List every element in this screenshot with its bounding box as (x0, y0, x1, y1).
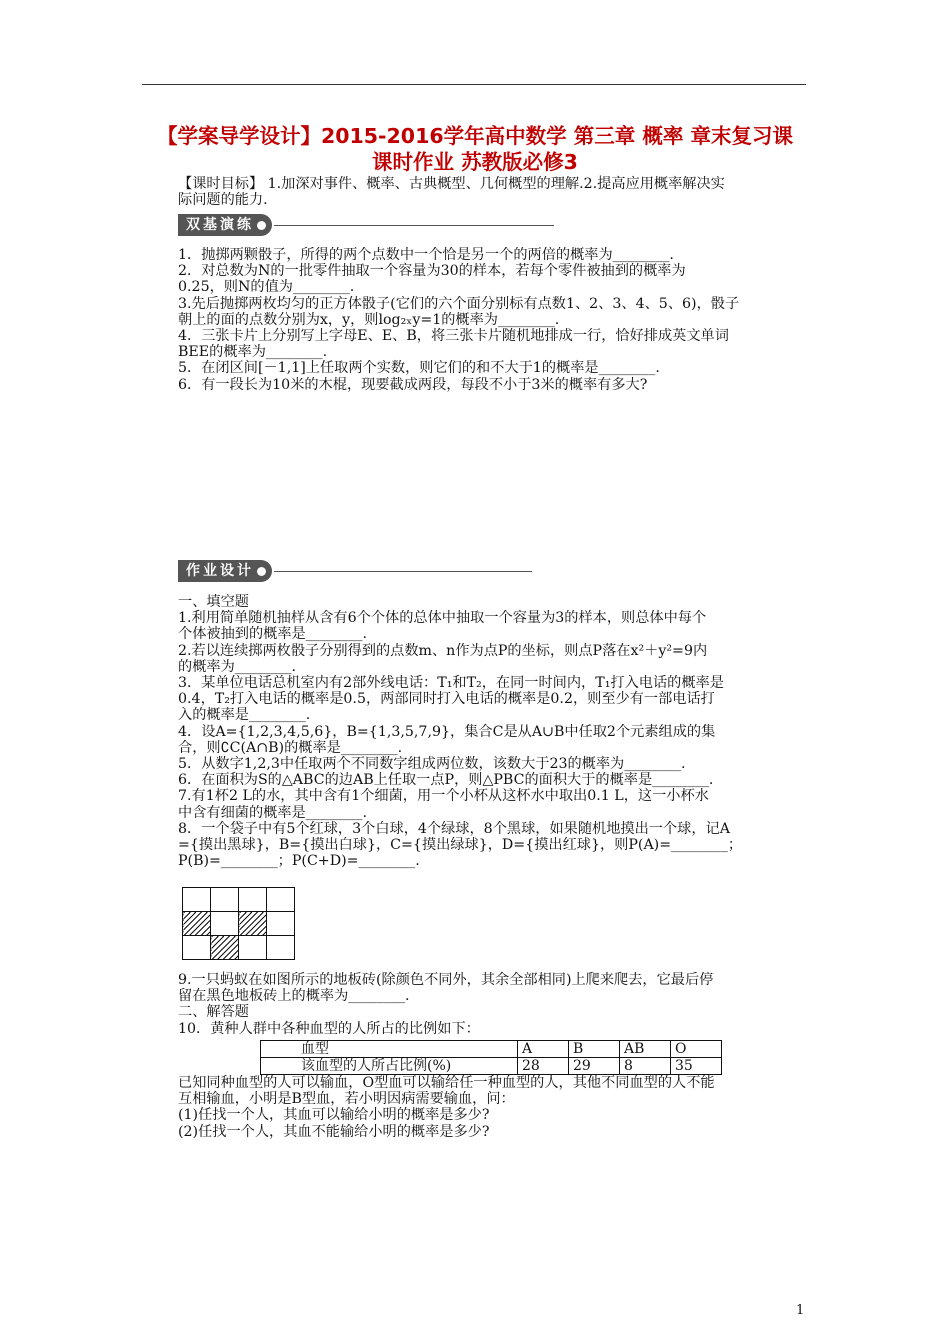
table-cell: AB (620, 1041, 671, 1058)
exercise-line: 朝上的面的点数分别为x，y，则log₂ₓy=1的概率为________. (178, 311, 560, 328)
exercise-line: 7.有1杯2 L的水，其中含有1个细菌，用一个小杯从这杯水中取出0.1 L，这一小杯水 (178, 788, 709, 805)
section-rule (274, 225, 554, 226)
document-subtitle: 课时作业 苏教版必修3 (372, 150, 578, 174)
table-cell: A (518, 1041, 569, 1058)
tile-row (183, 888, 295, 912)
exercise-line: 已知同种血型的人可以输血，O型血可以输给任一种血型的人，其他不同血型的人不能 (178, 1075, 715, 1091)
tile-row (183, 936, 295, 960)
exercise-line: 10．黄种人群中各种血型的人所占的比例如下： (178, 1020, 480, 1037)
exercise-line: 3．某单位电话总机室内有2部外线电话：T₁和T₂，在同一时间内，T₁打入电话的概率是 (178, 675, 724, 692)
lesson-objective (178, 176, 810, 208)
exercise-line: (2)任找一个人，其血不能输给小明的概率是多少? (178, 1123, 490, 1140)
objective-line: 际问题的能力. (178, 192, 268, 209)
section-header-homework (178, 560, 532, 582)
exercise-line: 5．在闭区间[－1,1]上任取两个实数，则它们的和不大于1的概率是________. (178, 360, 660, 377)
exercise-line: 合，则∁C(A∩B)的概率是________. (178, 739, 403, 756)
homework-question-10 (178, 1075, 810, 1140)
page-number: 1 (796, 1303, 805, 1318)
exercise-line: 中含有细菌的概率是________. (178, 804, 367, 821)
exercise-line: (1)任找一个人，其血可以输给小明的概率是多少? (178, 1107, 490, 1124)
section-label: 作业设计 (178, 560, 272, 582)
exercise-line: 留在黑色地板砖上的概率为________. (178, 988, 410, 1005)
exercise-line: 4．三张卡片上分别写上字母E、E、B，将三张卡片随机地排成一行，恰好排成英文单词 (178, 328, 729, 345)
exercise-line: P(B)=________；P(C+D)=________. (178, 853, 420, 870)
basic-exercises (178, 247, 810, 393)
exercise-line: 2．对总数为N的一批零件抽取一个容量为30的样本，若每个零件被抽到的概率为 (178, 263, 686, 280)
exercise-line: BEE的概率为________. (178, 344, 328, 361)
table-cell: 该血型的人所占比例(%) (261, 1058, 518, 1075)
exercise-line: 2.若以连续掷两枚骰子分别得到的点数m、n作为点P的坐标，则点P落在x²＋y²=9内 (178, 642, 708, 659)
floor-tile-figure (182, 887, 295, 960)
header-rule (142, 84, 806, 85)
table-cell: 28 (518, 1058, 569, 1075)
black-tile (211, 936, 239, 960)
exercise-line: 个体被抽到的概率是________. (178, 626, 367, 643)
exercise-line: 3.先后抛掷两枚均匀的正方体骰子(它们的六个面分别标有点数1、2、3、4、5、6)，骰子 (178, 295, 740, 312)
white-tile (183, 936, 211, 960)
section-rule (274, 571, 532, 572)
white-tile (267, 912, 295, 936)
bullet-dot-icon (257, 221, 266, 230)
exercise-line: 1．抛掷两颗骰子，所得的两个点数中一个恰是另一个的两倍的概率为________. (178, 247, 674, 263)
exercise-line: 互相输血，小明是B型血，若小明因病需要输血，问： (178, 1091, 515, 1108)
homework-exercises (178, 594, 810, 869)
exercise-line: 二、解答题 (178, 1004, 249, 1021)
exercise-line: 8．一个袋子中有5个红球，3个白球，4个绿球，8个黑球，如果随机地摸出一个球，记A (178, 820, 730, 837)
blood-type-table (260, 1040, 722, 1075)
document-title: 【学案导学设计】2015-2016学年高中数学 第三章 概率 章末复习课 (156, 124, 794, 148)
exercise-line: 0.4，T₂打入电话的概率是0.5，两部同时打入电话的概率是0.2，则至少有一部电话打 (178, 691, 715, 708)
exercise-line: 0.25，则N的值为________. (178, 279, 355, 296)
exercise-line: 1.利用简单随机抽样从含有6个个体的总体中抽取一个容量为3的样本，则总体中每个 (178, 610, 707, 627)
table-cell: 29 (569, 1058, 620, 1075)
white-tile (183, 888, 211, 912)
exercise-line: 9.一只蚂蚁在如图所示的地板砖(除颜色不同外，其余全部相同)上爬来爬去，它最后停 (178, 972, 714, 988)
bullet-dot-icon (257, 567, 266, 576)
table-cell: 血型 (261, 1041, 518, 1058)
exercise-line: 5．从数字1,2,3中任取两个不同数字组成两位数，该数大于23的概率为________. (178, 756, 686, 773)
table-row (261, 1041, 722, 1058)
exercise-line: 6．有一段长为10米的木棍，现要截成两段，每段不小于3米的概率有多大? (178, 376, 648, 393)
table-cell: 35 (671, 1058, 722, 1075)
exercise-line: 的概率为________. (178, 658, 297, 675)
exercise-line: 入的概率是________. (178, 707, 311, 724)
objective-line: 【课时目标】 1.加深对事件、概率、古典概型、几何概型的理解.2.提高应用概率解决实 (178, 176, 725, 192)
section-label: 双基演练 (178, 214, 272, 236)
black-tile (239, 912, 267, 936)
table-cell: 8 (620, 1058, 671, 1075)
section-header-basic (178, 214, 554, 236)
tile-row (183, 912, 295, 936)
table-cell: B (569, 1041, 620, 1058)
exercise-line: ={摸出黑球}，B={摸出白球}，C={摸出绿球}，D={摸出红球}，则P(A)=________； (178, 837, 743, 854)
black-tile (183, 912, 211, 936)
white-tile (239, 936, 267, 960)
homework-exercises-continued (178, 972, 810, 1037)
white-tile (211, 912, 239, 936)
exercise-line: 4．设A={1,2,3,4,5,6}，B={1,3,5,7,9}，集合C是从A∪B中任取2个元素组成的集 (178, 723, 716, 740)
white-tile (267, 888, 295, 912)
table-cell: O (671, 1041, 722, 1058)
white-tile (239, 888, 267, 912)
white-tile (211, 888, 239, 912)
white-tile (267, 936, 295, 960)
exercise-line: 一、填空题 (178, 594, 249, 610)
table-row (261, 1058, 722, 1075)
exercise-line: 6．在面积为S的△ABC的边AB上任取一点P，则△PBC的面积大于的概率是________. (178, 772, 714, 789)
